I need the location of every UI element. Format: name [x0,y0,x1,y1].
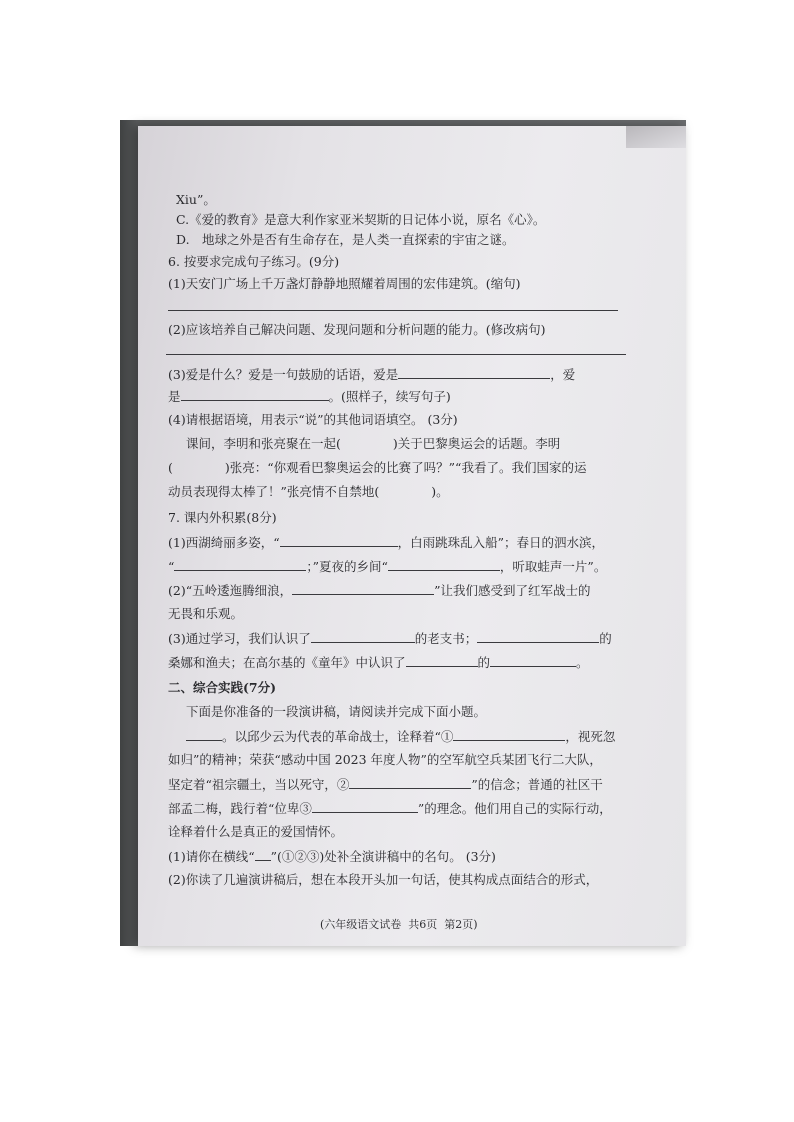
text: ”让我们感受到了红军战士的 [434,583,591,598]
blank[interactable] [312,800,418,813]
text: D. 地球之外是否有生命存在，是人类一直探索的宇宙之谜。 [176,232,515,247]
text: )张亮：“你观看巴黎奥运会的比赛了吗？”“我看了。我们国家的运 [224,460,587,475]
text: ( [168,460,173,475]
blank[interactable] [453,728,565,741]
speech-line-2 [168,752,602,768]
page-footer [320,916,478,932]
text: ，爱 [550,367,576,382]
question-6-4 [168,412,458,428]
text: (3)通过学习，我们认识了 [168,631,311,646]
text: ，听取蛙声一片”。 [499,559,607,574]
text: 无畏和乐观。 [168,606,244,621]
text: 坚定着“祖宗疆土，当以死守，② [168,777,350,792]
question-6-title [168,254,339,270]
blank[interactable] [388,558,500,571]
question-7-3 [168,630,612,647]
blank[interactable] [292,582,434,595]
text: (2)“五岭逶迤腾细浪， [168,583,293,598]
text: ，视死忽 [565,729,616,744]
text: Xiu”。 [176,192,216,207]
question-6-2 [168,322,545,338]
text: 诠释着什么是真正的爱国情怀。 [168,824,344,839]
text: ，白雨跳珠乱入船”；春日的泗水滨， [397,535,605,550]
page-fold [626,126,686,148]
question-7-1-cont [168,558,606,575]
text: 下面是你准备的一段演讲稿，请阅读并完成下面小题。 [186,704,487,719]
text: (3)爱是什么？爱是一句鼓励的话语，爱是 [168,367,399,382]
text: 6. 按要求完成句子练习。(9分) [168,254,340,269]
text: )。 [431,484,449,499]
context-line-2 [168,460,586,476]
text: 课间，李明和张亮聚在一起( [186,436,341,451]
blank[interactable] [181,388,329,401]
blank[interactable] [255,848,271,861]
blank[interactable] [398,366,550,379]
sub-question-2 [168,872,598,888]
text: 。 [576,655,589,670]
text: (1)请你在横线“ [168,849,255,864]
sub-question-1 [168,848,496,865]
text: ”的理念。他们用自己的实际行动， [417,801,612,816]
text: 7. 课内外积累(8分) [168,510,277,525]
blank[interactable] [174,558,306,571]
footer-grade: (六年级语文试卷 [320,918,402,931]
context-line-1 [186,436,560,452]
text: )关于巴黎奥运会的话题。李明 [392,436,561,451]
text: 的 [599,631,612,646]
blank[interactable] [477,630,599,643]
answer-line-6-1[interactable] [168,310,618,311]
text: ”的信念；普通的社区干 [471,777,603,792]
footer-total: 共6页 [408,918,438,931]
question-7-3-cont [168,654,589,671]
answer-line-6-2[interactable] [166,354,626,355]
question-7-2 [168,582,591,599]
text: 的老支书； [414,631,478,646]
speech-line-3 [168,776,603,793]
question-6-3-cont [168,388,451,405]
blank[interactable] [406,654,478,667]
text: (1)天安门广场上千万盏灯静静地照耀着周围的宏伟建筑。(缩句) [168,276,521,291]
blank[interactable] [311,630,415,643]
question-7-title [168,510,277,526]
text: (1)西湖绮丽多姿，“ [168,535,280,550]
section-2-intro [186,704,486,720]
section-2-title [168,680,276,696]
text: ；”夏夜的乡间“ [306,559,388,574]
context-line-3 [168,484,449,500]
question-6-3 [168,366,575,383]
blank[interactable] [186,728,222,741]
text: 如归”的精神；荣获“感动中国 2023 年度人物”的空军航空兵某团飞行二大队， [168,752,602,767]
blank[interactable] [280,534,398,547]
text: 部孟二梅，践行着“位卑③ [168,801,312,816]
option-c [176,212,545,228]
speech-line-4 [168,800,612,817]
text: 二、综合实践(7分) [168,680,277,695]
question-6-1 [168,276,520,292]
text: ”(①②③)处补全演讲稿中的名句。 (3分) [270,849,496,864]
footer-page: 第2页) [444,918,478,931]
speech-line-1 [186,728,615,745]
text: 。(照样子，续写句子) [328,389,451,404]
text: C.《爱的教育》是意大利作家亚米契斯的日记体小说，原名《心》。 [176,212,546,227]
text: 的 [477,655,491,670]
question-7-2-cont [168,606,243,622]
line-xiu [176,192,216,208]
blank[interactable] [349,776,471,789]
blank[interactable] [490,654,576,667]
text: (2)你读了几遍演讲稿后，想在本段开头加一句话，使其构成点面结合的形式， [168,872,599,887]
text: (2)应该培养自己解决问题、发现问题和分析问题的能力。(修改病句) [168,322,546,337]
text: (4)请根据语境，用表示“说”的其他词语填空。 (3分) [168,412,458,427]
text: 。以邱少云为代表的革命战士，诠释着“① [222,729,454,744]
text: 动员表现得太棒了！”张亮情不自禁地( [168,484,380,499]
speech-line-5 [168,824,343,840]
text: “ [168,559,175,574]
text: 是 [168,389,181,404]
question-7-1 [168,534,604,551]
text: 桑娜和渔夫；在高尔基的《童年》中认识了 [168,655,406,670]
exam-page [138,126,686,946]
option-d [176,232,515,248]
